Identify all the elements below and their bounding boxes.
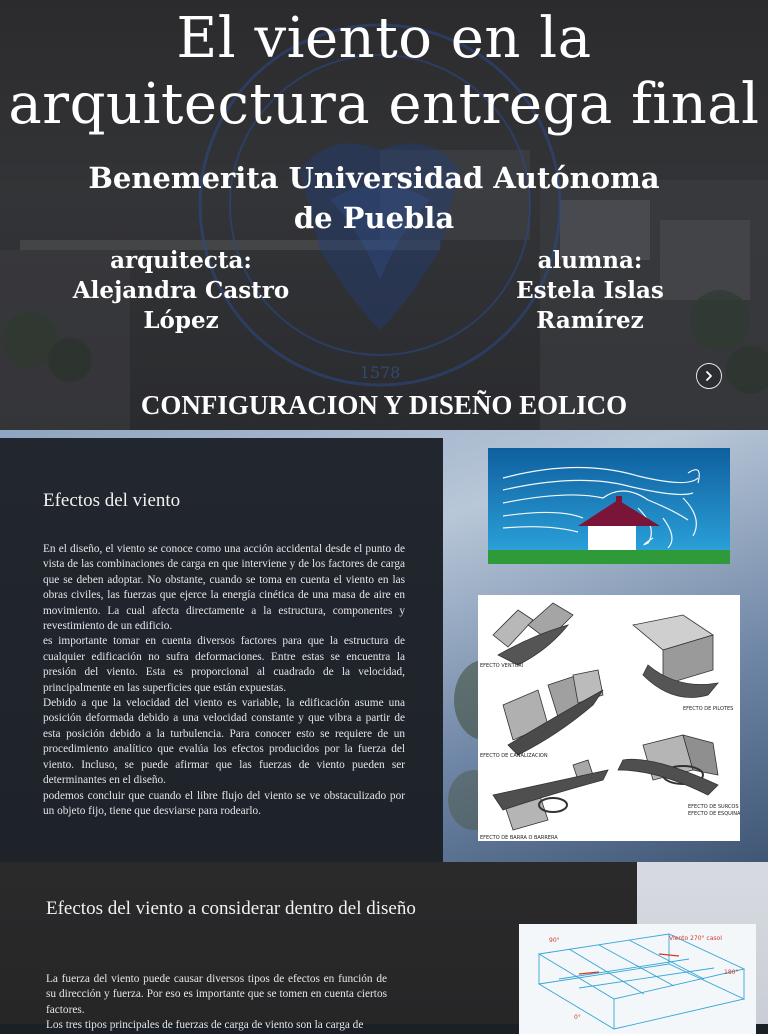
- university-line-2: de Puebla: [293, 201, 455, 235]
- student-credit: [470, 246, 710, 336]
- wind-effects-section: [0, 430, 768, 862]
- student-name-line-1: Estela Islas: [516, 277, 664, 304]
- section-heading: CONFIGURACION Y DISEÑO EOLICO: [140, 390, 628, 420]
- architect-credit: [50, 246, 312, 336]
- label-esquina: EFECTO DE ESQUINA: [688, 811, 741, 817]
- wind-over-house-illustration: [488, 448, 730, 564]
- university-line-1: Benemerita Universidad Autónoma: [88, 161, 660, 195]
- svg-text:1578: 1578: [359, 363, 401, 382]
- label-canalizacion: EFECTO DE CANALIZACION: [480, 753, 548, 759]
- label-angle-0: 0°: [574, 1014, 581, 1021]
- house-wall: [588, 526, 636, 550]
- design-effects-section: [0, 862, 768, 1032]
- label-angle-90: 90°: [549, 937, 560, 944]
- grass: [488, 550, 730, 564]
- university-name: [60, 158, 688, 238]
- section2-title: Efectos del viento a considerar dentro del diseño: [46, 898, 416, 919]
- label-venturi: EFECTO VENTURI: [480, 663, 524, 669]
- student-name-line-2: Ramírez: [536, 307, 644, 334]
- next-slide-button[interactable]: [696, 363, 722, 389]
- section1-paragraph: En el diseño, el viento se conoce como una acción accidental desde el punto de vista de las combinaciones de carga en que interviene y de los factores de carga que se deben adoptar. No obstante, cuando se toma en cuenta el viento en las obras civiles, las fuerzas que ejerce la energía cinética de una masa de aire en movimiento. La cual afecta directamente a la estructura, componentes y revestimiento de un edificio.: [43, 543, 405, 633]
- label-barrera: EFECTO DE BARRA O BARRERA: [480, 835, 558, 841]
- architect-name-line-1: Alejandra Castro: [72, 277, 290, 304]
- wind-effects-diagram: [478, 595, 740, 841]
- wind-load-structure-diagram: [519, 924, 756, 1034]
- title-line-2: arquitectura entrega final: [8, 72, 760, 137]
- hero-slide: [0, 0, 768, 430]
- section1-title: Efectos del viento: [43, 490, 181, 511]
- house-chimney: [616, 496, 622, 506]
- section2-paragraph: La fuerza del viento puede causar diversos tipos de efectos en función de su dirección y fuerza. Por eso es importante que se tomen en cuenta ciertos factores.: [46, 973, 387, 1016]
- page-title: [0, 6, 768, 138]
- text-panel: [0, 438, 443, 862]
- section2-body: [46, 972, 387, 1034]
- tree-shape: [48, 338, 92, 382]
- label-angle-180: 180°: [724, 969, 739, 976]
- section1-paragraph: podemos concluir que cuando el libre flujo del viento se ve obstaculizado por un objeto fijo, tiene que desviarse para rodearlo.: [43, 789, 405, 817]
- section1-paragraph: Debido a que la velocidad del viento es variable, la edificación asume una posición deformada debido a una velocidad constante y que vibra a partir de esta posición debido a la turbulencia. Para conocer esto se requiere de un procedimiento analítico que evalúa los efectos producidos por la fuerza del viento. Incluso, se puede afirmar que las fuerzas de viento pueden ser determinantes en el diseño.: [43, 697, 405, 787]
- label-pilotes: EFECTO DE PILOTES: [683, 706, 734, 712]
- section2-paragraph: Los tres tipos principales de fuerzas de carga de viento son la carga de: [46, 1019, 364, 1032]
- label-wind-case: Viento 270° casoI: [669, 935, 722, 942]
- architect-role: arquitecta:: [110, 247, 252, 274]
- student-role: alumna:: [537, 247, 643, 274]
- chevron-right-icon: [703, 370, 715, 382]
- section1-body: [43, 542, 405, 819]
- architect-name-line-2: López: [143, 307, 219, 334]
- section1-paragraph: es importante tomar en cuenta diversos factores para que la estructura de cualquier edificación no sufra deformaciones. Entre estas se encuentra la presión del viento. Esta es proporcional al cuadrado de la velocidad, principalmente en las superficies que están expuestas.: [43, 635, 405, 694]
- label-surcos: EFECTO DE SURCOS: [688, 804, 739, 810]
- title-line-1: El viento en la: [176, 6, 592, 71]
